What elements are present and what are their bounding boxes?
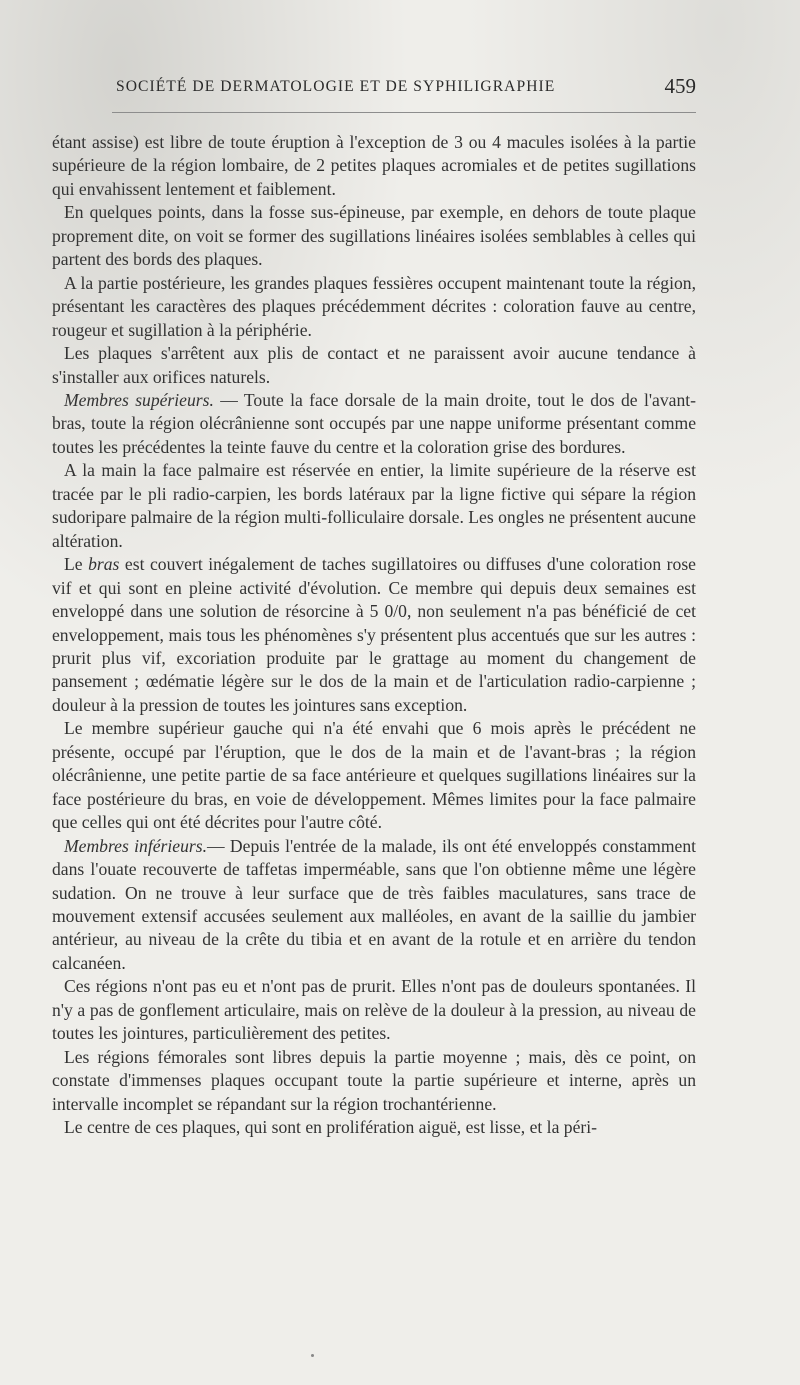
page-number: 459 bbox=[664, 74, 696, 98]
paragraph: Le bras est couvert inégalement de taches sugillatoires ou diffuses d'une coloration rose vif et qui sont en pleine activité d'évolution. Ce membre qui depuis deux semaines est enveloppé dans une solution de résorcine à 5 0/0, non seulement n'a pas bénéficié de cet enveloppement, mais tous les phénomènes s'y présentent plus accentués que sur les autres : prurit plus vif, excoriation produite par le grattage au moment du changement de pansement ; œdématie légère sur le dos de la main et de l'articulation radio-carpienne ; douleur à la pression de toutes les jointures sans exception. bbox=[52, 554, 696, 715]
print-speck bbox=[311, 1354, 314, 1357]
paragraph: Membres supérieurs. — Toute la face dorsale de la main droite, tout le dos de l'avant-bras, toute la région olécrânienne sont occupés par une nappe uniforme présentant comme toutes les précédentes la teinte fauve du centre et la coloration grise des bordures. bbox=[52, 389, 696, 457]
header-rule bbox=[112, 112, 696, 113]
paragraph: Le membre supérieur gauche qui n'a été envahi que 6 mois après le précédent ne présente, occupé par l'éruption, que le dos de la main et de l'avant-bras ; la région olécrânienne, une petite partie de sa face antérieure et quelques sugillations linéaires sur la face postérieure du bras, en voie de développement. Mêmes limites pour la face palmaire que celles qui ont été décrites pour l'autre côté. bbox=[52, 718, 696, 833]
section-lead: Membres supérieurs. bbox=[64, 389, 214, 410]
running-header bbox=[116, 74, 696, 102]
paragraph: Les régions fémorales sont libres depuis la partie moyenne ; mais, dès ce point, on constate d'immenses plaques occupant toute la partie supérieure et interne, après un intervalle incomplet se répandant sur la région trochantérienne. bbox=[52, 1046, 696, 1114]
paragraph: étant assise) est libre de toute éruption à l'exception de 3 ou 4 macules isolées à la partie supérieure de la région lombaire, de 2 petites plaques acromiales et de petites sugillations qui envahissent lentement et faiblement. bbox=[52, 132, 696, 199]
running-title: SOCIÉTÉ DE DERMATOLOGIE ET DE SYPHILIGRAPHIE bbox=[116, 78, 556, 95]
paragraph: Les plaques s'arrêtent aux plis de contact et ne paraissent avoir aucune tendance à s'installer aux orifices naturels. bbox=[52, 343, 696, 387]
paragraph: Ces régions n'ont pas eu et n'ont pas de prurit. Elles n'ont pas de douleurs spontanées. Il n'y a pas de gonflement articulaire, mais on relève de la douleur à la pression, au niveau de toutes les jointures, particulièrement des petites. bbox=[52, 976, 696, 1044]
emphasis: bras bbox=[88, 554, 120, 575]
body-text bbox=[52, 131, 696, 1139]
section-lead: Membres inférieurs. bbox=[64, 835, 207, 856]
paragraph: Membres inférieurs.— Depuis l'entrée de la malade, ils ont été enveloppés constamment dans l'ouate recouverte de taffetas imperméable, sans que l'on obtienne même une légère sudation. On ne trouve à leur surface que de très faibles maculatures, sans trace de mouvement extensif accusées seulement aux malléoles, en avant de la saillie du jambier antérieur, au niveau de la crête du tibia et en avant de la rotule et en arrière du tendon calcanéen. bbox=[52, 835, 697, 973]
paragraph: A la main la face palmaire est réservée en entier, la limite supérieure de la réserve est tracée par le pli radio-carpien, les bords latéraux par la ligne fictive qui sépare la région sudoripare palmaire de la région multi-folliculaire dorsale. Les ongles ne présentent aucune altération. bbox=[52, 460, 696, 551]
paragraph: Le centre de ces plaques, qui sont en prolifération aiguë, est lisse, et la péri- bbox=[64, 1117, 597, 1138]
paragraph: En quelques points, dans la fosse sus-épineuse, par exemple, en dehors de toute plaque proprement dite, on voit se former des sugillations linéaires isolées semblables à celles qui partent des bords des plaques. bbox=[52, 202, 696, 270]
paragraph: A la partie postérieure, les grandes plaques fessières occupent maintenant toute la région, présentant les caractères des plaques précédemment décrites : coloration fauve au centre, rougeur et sugillation à la périphérie. bbox=[52, 272, 696, 340]
